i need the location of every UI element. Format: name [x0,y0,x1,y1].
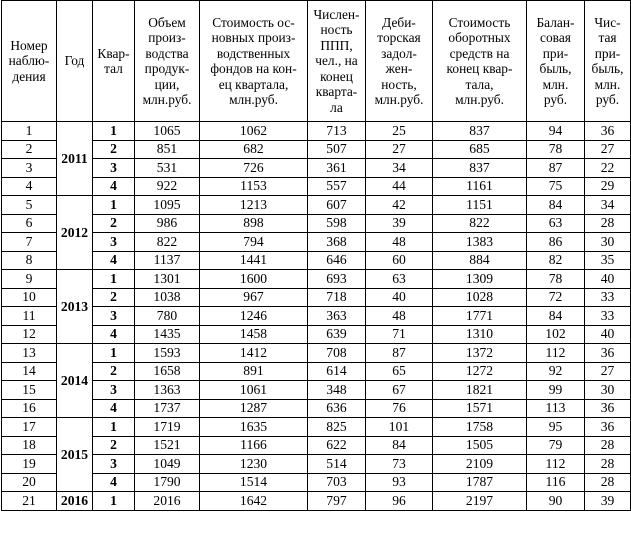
fixed-assets-cell: 1458 [200,325,308,344]
observation-number-cell: 10 [2,288,57,307]
header-line: дения [12,68,46,84]
header-line: млн.руб. [229,92,278,107]
net-profit-cell: 40 [585,270,631,289]
quarter-cell: 2 [93,214,135,233]
production-volume-cell: 2016 [135,492,200,511]
quarter-cell: 2 [93,288,135,307]
fixed-assets-cell: 794 [200,233,308,252]
net-profit-cell: 33 [585,307,631,326]
header-line: руб. [595,92,620,107]
headcount-cell: 622 [308,436,366,455]
balance-profit-cell: 99 [527,381,585,400]
headcount-cell: 368 [308,233,366,252]
receivables-cell: 27 [366,140,433,159]
balance-profit-cell: 84 [527,307,585,326]
receivables-cell: 65 [366,362,433,381]
year-cell: 2014 [57,344,93,418]
header-line: Номер [10,37,48,53]
quarter-cell: 4 [93,251,135,270]
header-line: Деби- [382,14,416,30]
header-line: кварта- [315,84,358,100]
header-line: торская [377,30,421,45]
table-row [2,196,631,215]
table-row [2,159,631,178]
production-volume-cell: 1521 [135,436,200,455]
production-volume-cell: 1301 [135,270,200,289]
fixed-assets-cell: 1166 [200,436,308,455]
year-cell: 2015 [57,418,93,492]
working-capital-cell: 884 [433,251,527,270]
headcount-cell: 713 [308,122,366,141]
working-capital-cell: 1309 [433,270,527,289]
header-row [2,1,631,122]
observation-number-cell: 3 [2,159,57,178]
production-volume-cell: 1095 [135,196,200,215]
production-volume-cell: 986 [135,214,200,233]
table-body [2,122,631,511]
receivables-cell: 39 [366,214,433,233]
quarter-cell: 1 [93,492,135,511]
net-profit-cell: 36 [585,344,631,363]
receivables-cell: 101 [366,418,433,437]
receivables-cell: 67 [366,381,433,400]
headcount-header [308,1,366,122]
production-volume-cell: 1038 [135,288,200,307]
table-row [2,436,631,455]
balance-profit-cell: 78 [527,140,585,159]
production-volume-cell: 1049 [135,455,200,474]
header-line: задол- [381,45,417,61]
header-line: млн.руб. [455,92,504,107]
quarter-header [93,1,135,122]
observation-number-cell: 12 [2,325,57,344]
working-capital-cell: 822 [433,214,527,233]
table-row [2,325,631,344]
receivables-cell: 48 [366,307,433,326]
quarter-cell: 4 [93,399,135,418]
table-row [2,492,631,511]
headcount-cell: 348 [308,381,366,400]
observation-number-cell: 13 [2,344,57,363]
fixed-assets-cell: 1441 [200,251,308,270]
headcount-cell: 718 [308,288,366,307]
fixed-assets-cell: 967 [200,288,308,307]
balance-profit-cell: 94 [527,122,585,141]
table-row [2,473,631,492]
header-line: руб. [543,92,568,107]
header-line: тая [598,30,617,45]
quarter-cell: 1 [93,418,135,437]
quarter-cell: 3 [93,455,135,474]
header-line: новных произ- [211,30,296,45]
headcount-cell: 507 [308,140,366,159]
quarter-cell: 3 [93,381,135,400]
fixed-assets-cell: 898 [200,214,308,233]
net-profit-cell: 30 [585,233,631,252]
working-capital-cell: 2109 [433,455,527,474]
working-capital-cell: 1787 [433,473,527,492]
receivables-cell: 96 [366,492,433,511]
fixed-assets-cell: 1642 [200,492,308,511]
header-line: ППП, [320,37,353,53]
quarter-cell: 2 [93,362,135,381]
headcount-cell: 557 [308,177,366,196]
production-volume-cell: 822 [135,233,200,252]
quarter-cell: 1 [93,344,135,363]
receivables-cell: 42 [366,196,433,215]
table-row [2,233,631,252]
balance-profit-cell: 112 [527,455,585,474]
balance-profit-cell: 86 [527,233,585,252]
headcount-cell: 361 [308,159,366,178]
working-capital-cell: 2197 [433,492,527,511]
receivables-cell: 25 [366,122,433,141]
production-volume-header [135,1,200,122]
observation-number-cell: 14 [2,362,57,381]
header-line: Стоимость [448,14,511,30]
header-line: при- [542,45,569,61]
quarter-cell: 3 [93,307,135,326]
header-line: ность, [381,76,417,92]
header-line: быль, [539,61,572,76]
net-profit-cell: 36 [585,399,631,418]
net-profit-cell: 40 [585,325,631,344]
header-line: при- [594,45,621,61]
header-line: млн.руб. [142,92,192,107]
fixed-assets-cell: 1153 [200,177,308,196]
balance-profit-cell: 92 [527,362,585,381]
header-line: быль, [591,61,624,76]
fixed-assets-cell: 1230 [200,455,308,474]
balance-profit-cell: 87 [527,159,585,178]
working-capital-header [433,1,527,122]
header-line: Чис- [594,14,621,30]
table-row [2,214,631,233]
headcount-cell: 514 [308,455,366,474]
header-line: Объем [148,14,186,30]
receivables-cell: 93 [366,473,433,492]
fixed-assets-cell: 1287 [200,399,308,418]
quarter-cell: 1 [93,122,135,141]
net-profit-cell: 22 [585,159,631,178]
fixed-assets-cell: 726 [200,159,308,178]
observation-number-cell: 18 [2,436,57,455]
fixed-assets-cell: 1412 [200,344,308,363]
header-line: млн.руб. [374,92,424,107]
quarter-cell: 2 [93,436,135,455]
table-row [2,307,631,326]
receivables-header [366,1,433,122]
header-line: Квар- [97,45,130,61]
balance-profit-cell: 95 [527,418,585,437]
headcount-cell: 639 [308,325,366,344]
headcount-cell: 708 [308,344,366,363]
fixed-assets-cell: 1514 [200,473,308,492]
headcount-cell: 363 [308,307,366,326]
fixed-assets-cell: 1246 [200,307,308,326]
table-row [2,140,631,159]
net-profit-cell: 28 [585,455,631,474]
balance-profit-cell: 112 [527,344,585,363]
quarter-cell: 4 [93,177,135,196]
production-volume-cell: 1363 [135,381,200,400]
working-capital-cell: 1771 [433,307,527,326]
header-line: ность [320,22,353,38]
quarter-cell: 4 [93,473,135,492]
balance-profit-cell: 116 [527,473,585,492]
enterprise-data-table [1,0,631,511]
observation-number-cell: 1 [2,122,57,141]
receivables-cell: 34 [366,159,433,178]
header-line: ла [330,99,343,115]
receivables-cell: 63 [366,270,433,289]
receivables-cell: 84 [366,436,433,455]
quarter-cell: 2 [93,140,135,159]
table-row [2,251,631,270]
production-volume-cell: 922 [135,177,200,196]
production-volume-cell: 1435 [135,325,200,344]
header-line: Балан- [536,14,575,30]
quarter-cell: 3 [93,233,135,252]
balance-profit-cell: 82 [527,251,585,270]
receivables-cell: 60 [366,251,433,270]
production-volume-cell: 1593 [135,344,200,363]
header-line: жен- [385,61,413,76]
balance-profit-cell: 90 [527,492,585,511]
observation-number-cell: 5 [2,196,57,215]
net-profit-cell: 33 [585,288,631,307]
receivables-cell: 71 [366,325,433,344]
net-profit-cell: 28 [585,436,631,455]
observation-number-cell: 19 [2,455,57,474]
balance-profit-header [527,1,585,122]
table-row [2,177,631,196]
observation-number-cell: 6 [2,214,57,233]
net-profit-cell: 36 [585,122,631,141]
header-line: Год [64,53,85,69]
net-profit-cell: 27 [585,140,631,159]
production-volume-cell: 1065 [135,122,200,141]
working-capital-cell: 1161 [433,177,527,196]
header-line: оборотных [448,30,511,45]
observation-number-cell: 21 [2,492,57,511]
observation-number-cell: 16 [2,399,57,418]
header-line: ец квартала, [218,76,289,92]
fixed-assets-cell: 891 [200,362,308,381]
net-profit-cell: 39 [585,492,631,511]
table-row [2,381,631,400]
production-volume-cell: 851 [135,140,200,159]
headcount-cell: 693 [308,270,366,289]
working-capital-cell: 1383 [433,233,527,252]
headcount-cell: 797 [308,492,366,511]
production-volume-cell: 1658 [135,362,200,381]
production-volume-cell: 780 [135,307,200,326]
fixed-assets-cell: 1213 [200,196,308,215]
observation-number-cell: 2 [2,140,57,159]
table-row [2,418,631,437]
fixed-assets-header [200,1,308,122]
headcount-cell: 703 [308,473,366,492]
balance-profit-cell: 78 [527,270,585,289]
year-cell: 2012 [57,196,93,270]
year-cell: 2016 [57,492,93,511]
production-volume-cell: 1719 [135,418,200,437]
net-profit-cell: 34 [585,196,631,215]
header-line: чел., на [315,53,358,69]
quarter-cell: 1 [93,270,135,289]
working-capital-cell: 1028 [433,288,527,307]
header-line: Числен- [313,6,360,22]
working-capital-cell: 1310 [433,325,527,344]
observation-number-cell: 11 [2,307,57,326]
header-line: тала, [465,76,494,92]
header-line: фондов на кон- [210,61,297,76]
year-cell: 2011 [57,122,93,196]
receivables-cell: 87 [366,344,433,363]
net-profit-header [585,1,631,122]
working-capital-cell: 837 [433,122,527,141]
header-line: конец [320,68,353,84]
header-line: наблю- [8,53,50,69]
table-row [2,344,631,363]
net-profit-cell: 29 [585,177,631,196]
receivables-cell: 40 [366,288,433,307]
fixed-assets-cell: 1062 [200,122,308,141]
working-capital-cell: 1372 [433,344,527,363]
balance-profit-cell: 79 [527,436,585,455]
working-capital-cell: 1151 [433,196,527,215]
header-line: водства [145,45,189,61]
headcount-cell: 825 [308,418,366,437]
header-line: произ- [148,30,186,45]
working-capital-cell: 1505 [433,436,527,455]
receivables-cell: 44 [366,177,433,196]
balance-profit-cell: 75 [527,177,585,196]
fixed-assets-cell: 1635 [200,418,308,437]
net-profit-cell: 36 [585,418,631,437]
year-header [57,1,93,122]
headcount-cell: 607 [308,196,366,215]
header-line: млн. [542,76,569,92]
working-capital-cell: 1272 [433,362,527,381]
balance-profit-cell: 72 [527,288,585,307]
header-line: ции, [154,76,180,92]
quarter-cell: 1 [93,196,135,215]
header-line: средств на [449,45,510,61]
headcount-cell: 636 [308,399,366,418]
table-row [2,122,631,141]
production-volume-cell: 1790 [135,473,200,492]
working-capital-cell: 1821 [433,381,527,400]
observation-number-cell: 4 [2,177,57,196]
fixed-assets-cell: 1061 [200,381,308,400]
header-line: совая [540,30,571,45]
observation-number-cell: 7 [2,233,57,252]
header-line: конец квар- [446,61,513,76]
headcount-cell: 598 [308,214,366,233]
table-row [2,455,631,474]
net-profit-cell: 35 [585,251,631,270]
observation-number-header [2,1,57,122]
quarter-cell: 3 [93,159,135,178]
headcount-cell: 646 [308,251,366,270]
balance-profit-cell: 113 [527,399,585,418]
net-profit-cell: 27 [585,362,631,381]
balance-profit-cell: 84 [527,196,585,215]
observation-number-cell: 17 [2,418,57,437]
production-volume-cell: 531 [135,159,200,178]
quarter-cell: 4 [93,325,135,344]
header-line: млн. [594,76,621,92]
balance-profit-cell: 102 [527,325,585,344]
table-row [2,270,631,289]
header-line: тал [104,61,123,76]
table-row [2,288,631,307]
observation-number-cell: 8 [2,251,57,270]
balance-profit-cell: 63 [527,214,585,233]
headcount-cell: 614 [308,362,366,381]
header-line: продук- [144,61,190,76]
working-capital-cell: 685 [433,140,527,159]
observation-number-cell: 20 [2,473,57,492]
receivables-cell: 48 [366,233,433,252]
net-profit-cell: 28 [585,473,631,492]
table-row [2,399,631,418]
year-cell: 2013 [57,270,93,344]
fixed-assets-cell: 1600 [200,270,308,289]
table-row [2,362,631,381]
net-profit-cell: 30 [585,381,631,400]
working-capital-cell: 1758 [433,418,527,437]
production-volume-cell: 1737 [135,399,200,418]
fixed-assets-cell: 682 [200,140,308,159]
observation-number-cell: 15 [2,381,57,400]
header-line: Стоимость ос- [212,14,295,30]
net-profit-cell: 28 [585,214,631,233]
observation-number-cell: 9 [2,270,57,289]
production-volume-cell: 1137 [135,251,200,270]
receivables-cell: 76 [366,399,433,418]
receivables-cell: 73 [366,455,433,474]
working-capital-cell: 837 [433,159,527,178]
header-line: водственных [216,45,291,61]
working-capital-cell: 1571 [433,399,527,418]
